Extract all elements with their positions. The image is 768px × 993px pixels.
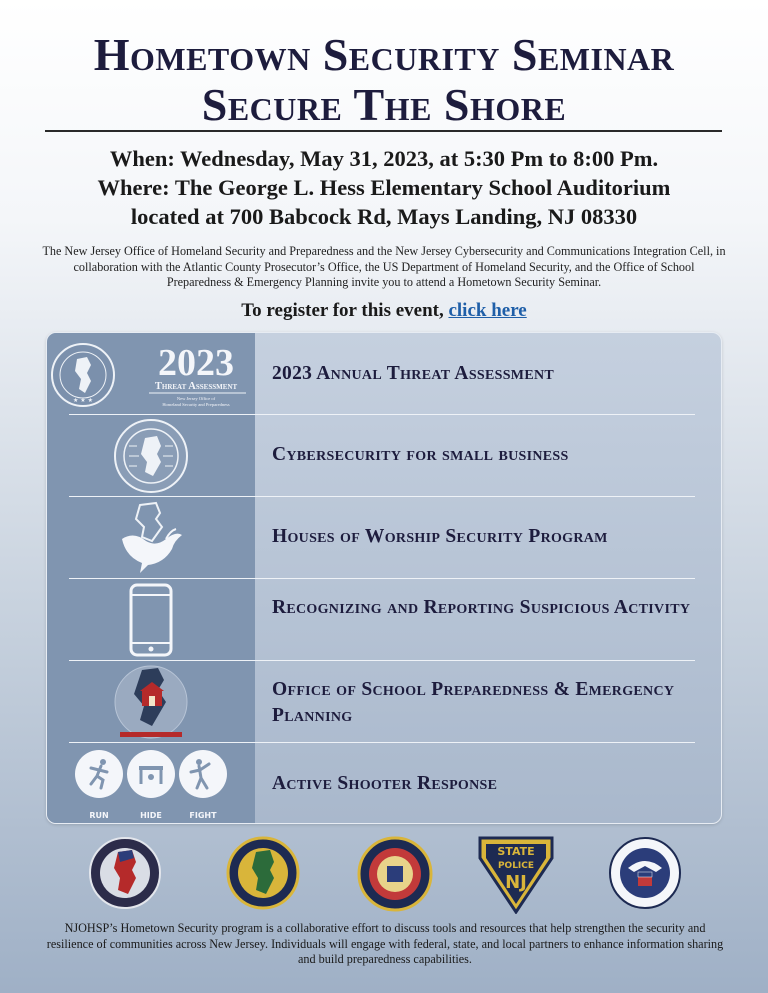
run-icon <box>75 750 123 820</box>
topic-row-cybersecurity <box>47 415 722 497</box>
svg-text:★ ★ ★: ★ ★ ★ <box>73 397 93 404</box>
register-link[interactable]: click here <box>448 300 527 321</box>
seminar-title: Hometown Security Seminar <box>93 29 675 80</box>
dove-icon <box>47 497 255 579</box>
title-divider <box>45 130 722 132</box>
threat-assessment-logo <box>47 333 255 415</box>
footer-paragraph: NJOHSP’s Hometown Security program is a collaborative effort to discuss tools and resources that help strengthen the security and resilience of communities across New Jersey. Individuals will engage with federal, state, and local partners to enhance information sharing and build preparedness capabilities. <box>46 921 724 966</box>
topic-label: Houses of Worship Security Program <box>272 526 608 547</box>
event-when: When: Wednesday, May 31, 2023, at 5:30 Pm to 8:00 Pm. <box>109 146 659 171</box>
partner-seals <box>0 836 768 916</box>
intro-paragraph: The New Jersey Office of Homeland Security and Preparedness and the New Jersey Cybersecurity and Communications Integration Cell, in collaboration with the Atlantic County Prosecutor’s Office, the US Department of Homeland Security, and the Office of School Preparedness & Emergency Planning invite you to attend a Hometown Security Seminar. <box>42 244 726 289</box>
topic-label: Active Shooter Response <box>272 773 498 794</box>
topic-label: Office of School Preparedness & Emergency Planning <box>272 679 675 726</box>
topic-row-houses-of-worship <box>47 497 722 579</box>
topic-row-active-shooter <box>47 743 722 824</box>
topic-label: Recognizing and Reporting Suspicious Activity <box>272 597 691 618</box>
register-prefix: To register for this event, <box>241 300 444 321</box>
seminar-subtitle: Secure The Shore <box>201 79 567 130</box>
njohsp-seal-icon <box>88 836 162 910</box>
prosecutors-office-seal-icon <box>357 836 433 912</box>
fight-icon <box>179 750 227 820</box>
phone-icon <box>47 579 255 661</box>
state-police-badge-icon <box>478 836 554 914</box>
state-police-line3: NJ <box>505 872 527 893</box>
event-where: Where: The George L. Hess Elementary School Auditorium <box>97 175 671 200</box>
threat-logo-org-line2: Homeland Security and Preparedness <box>162 402 230 407</box>
topic-label: Cybersecurity for small business <box>272 444 569 465</box>
topic-row-threat-assessment <box>47 333 722 415</box>
njccic-seal-icon <box>226 836 300 910</box>
run-label: RUN <box>89 811 109 820</box>
dhs-seal-icon <box>608 836 682 910</box>
state-police-line2: POLICE <box>497 861 535 871</box>
threat-logo-org-line1: New Jersey Office of <box>176 396 216 401</box>
run-hide-fight-icons <box>47 743 255 824</box>
school-nj-map-icon <box>47 661 255 743</box>
topic-row-school-preparedness <box>47 661 722 743</box>
topic-label: 2023 Annual Threat Assessment <box>272 363 555 384</box>
event-location: located at 700 Babcock Rd, Mays Landing, NJ 08330 <box>130 204 638 229</box>
nj-cyber-seal-icon <box>47 415 255 497</box>
register-line <box>0 300 768 322</box>
topic-row-suspicious-activity <box>47 579 722 661</box>
topics-panel <box>46 332 722 824</box>
threat-logo-subtitle: Threat Assessment <box>154 381 238 392</box>
state-police-line1: STATE <box>497 845 535 858</box>
fight-label: FIGHT <box>189 811 217 820</box>
hide-icon <box>127 750 175 820</box>
threat-logo-year: 2023 <box>158 342 234 384</box>
hide-label: HIDE <box>140 811 162 820</box>
